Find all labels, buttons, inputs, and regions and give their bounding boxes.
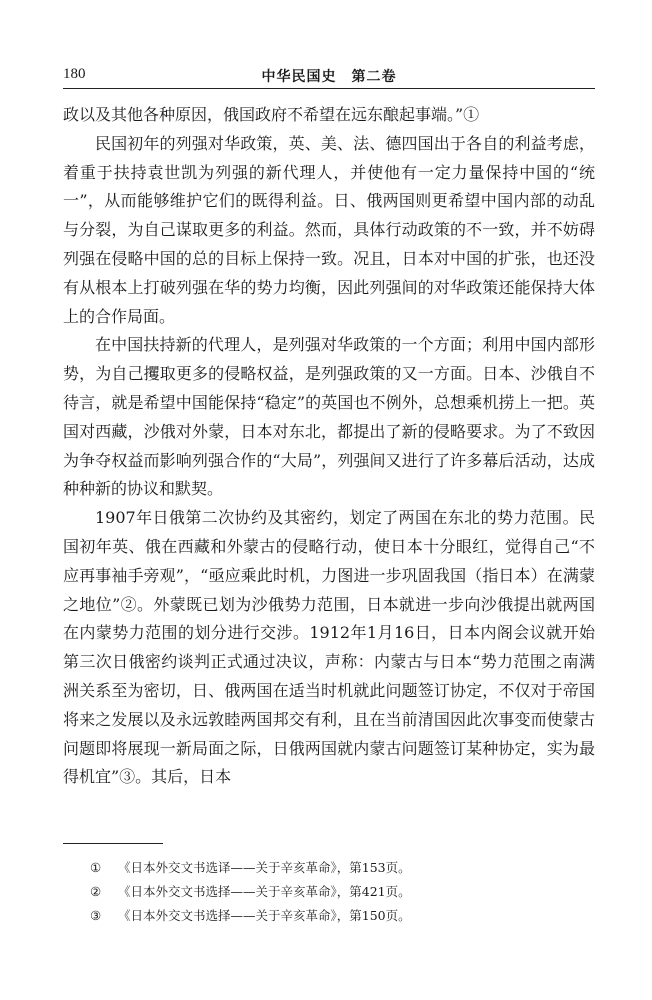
footnote-text: 《日本外交文书选择——关于辛亥革命》，第150页。 — [118, 908, 411, 923]
page-header — [63, 66, 595, 89]
footnote-marker: ② — [90, 884, 102, 899]
paragraph-continued: 政以及其他各种原因，俄国政府不希望在远东酿起事端。”① — [63, 105, 480, 124]
footnote-marker: ③ — [90, 908, 102, 923]
running-title: 中华民国史 第二卷 — [261, 69, 397, 85]
paragraph: 1907年日俄第二次协约及其密约，划定了两国在东北的势力范围。民国初年英、俄在西藏和外蒙古的侵略行动，使日本十分眼红，觉得自己“不应再事袖手旁观”，“亟应乘此时机，力图进一步巩固我国（指日本）在满蒙之地位”②。外蒙既已划为沙俄势力范围，日本就进一步向沙俄提出就两国在内蒙势力范围的划分进行交涉。1912年1月16日，日本内阁会议就开始第三次日俄密约谈判正式通过决议，声称：内蒙古与日本“势力范围之南满洲关系至为密切，日、俄两国在适当时机就此问题签订协定，不仅对于帝国将来之发展以及永远敦睦两国邦交有利，且在当前清国因此次事变而使蒙古问题即将展现一新局面之际，日俄两国就内蒙古问题签订某种协定，实为最得机宜”③。其后，日本 — [63, 508, 595, 787]
footnote-text: 《日本外交文书选择——关于辛亥革命》，第421页。 — [118, 884, 411, 899]
page-number: 180 — [63, 66, 86, 82]
footnotes — [90, 856, 590, 928]
footnote-text: 《日本外交文书选译——关于辛亥革命》，第153页。 — [118, 860, 411, 875]
footnote — [90, 856, 590, 880]
footnote-divider — [63, 843, 163, 844]
footnote — [90, 904, 590, 928]
footnote-marker: ① — [90, 860, 102, 875]
body-text — [63, 101, 595, 792]
paragraph: 民国初年的列强对华政策，英、美、法、德四国出于各自的利益考虑，着重于扶持袁世凯为列强的新代理人，并使他有一定力量保持中国的“统一”，从而能够维护它们的既得利益。日、俄两国则更希望中国内部的动乱与分裂，为自己谋取更多的利益。然而，具体行动政策的不一致，并不妨碍列强在侵略中国的总的目标上保持一致。况且，日本对中国的扩张，也还没有从根本上打破列强在华的势力均衡，因此列强间的对华政策还能保持大体上的合作局面。 — [63, 133, 595, 326]
paragraph: 在中国扶持新的代理人，是列强对华政策的一个方面；利用中国内部形势，为自己攫取更多的侵略权益，是列强政策的又一方面。日本、沙俄自不待言，就是希望中国能保持“稳定”的英国也不例外，总想乘机捞上一把。英国对西藏，沙俄对外蒙，日本对东北，都提出了新的侵略要求。为了不致因为争夺权益而影响列强合作的“大局”，列强间又进行了许多幕后活动，达成种种新的协议和默契。 — [63, 335, 595, 499]
footnote — [90, 880, 590, 904]
